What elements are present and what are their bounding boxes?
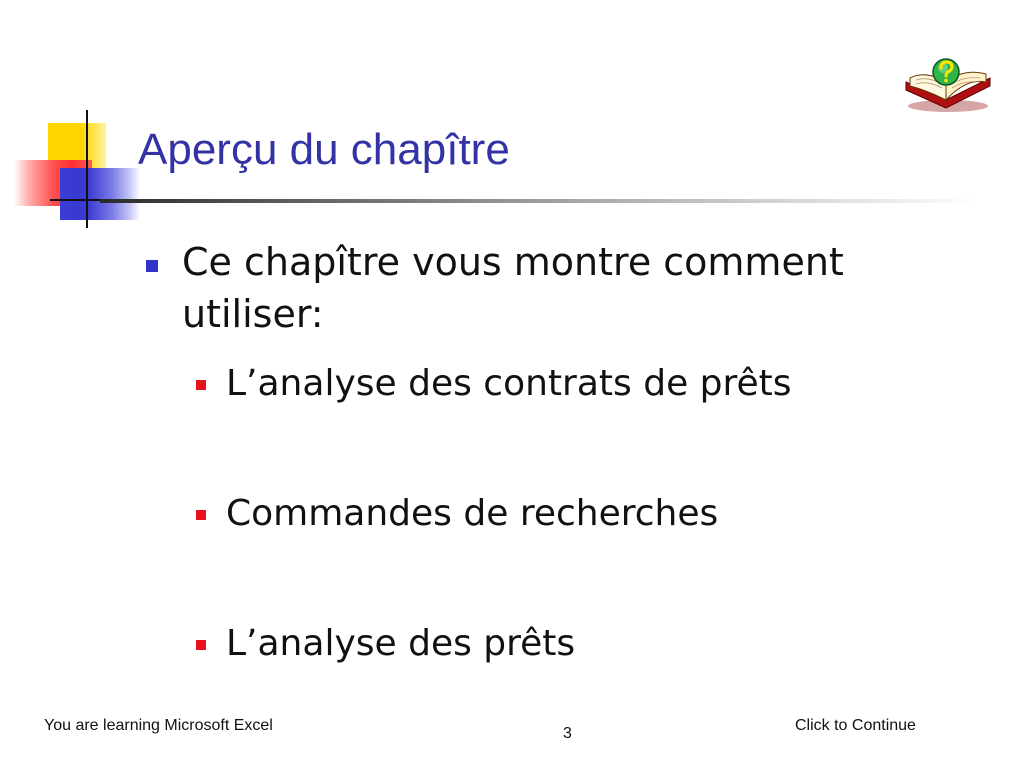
sub-bullet-text: L’analyse des contrats de prêts: [226, 363, 792, 404]
sub-bullet-square-icon: [196, 380, 206, 390]
sub-bullet-square-icon: [196, 510, 206, 520]
continue-link[interactable]: Click to Continue: [795, 717, 916, 734]
bullet-text: Ce chapître vous montre comment utiliser:: [182, 240, 844, 336]
slide-title: Aperçu du chapître: [138, 125, 510, 174]
page-number: 3: [563, 725, 572, 742]
sub-bullet-text: Commandes de recherches: [226, 493, 719, 534]
bullet-square-icon: [146, 260, 158, 272]
sub-bullet-text: L’analyse des prêts: [226, 623, 576, 664]
sub-bullet-square-icon: [196, 640, 206, 650]
footer-course-label: You are learning Microsoft Excel: [44, 717, 273, 734]
title-rule: [100, 199, 980, 203]
vertical-line: [86, 110, 88, 228]
blue-square: [60, 168, 140, 220]
corner-decoration: [0, 0, 150, 240]
book-question-icon[interactable]: [902, 56, 994, 114]
